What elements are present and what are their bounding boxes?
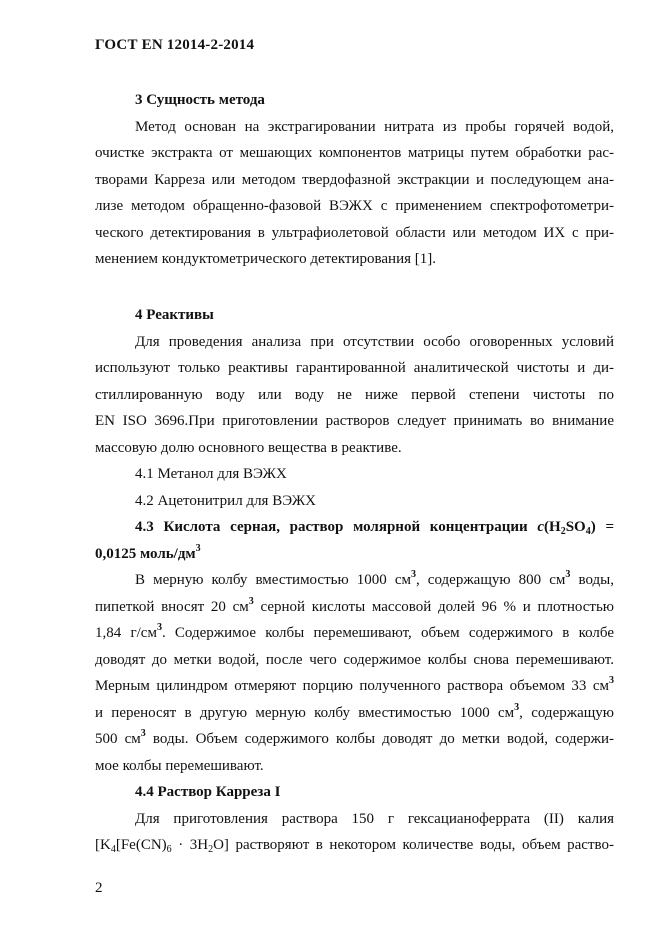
- item-4-3-line-8: мое колбы перемешивают.: [95, 757, 264, 774]
- sup-3: 3: [195, 542, 201, 554]
- item-4-3-line-4: доводят до метки водой, после чего содержимое колбы снова перемешивают.: [95, 651, 614, 668]
- formula-open: (H: [544, 519, 561, 535]
- item-4-3-heading-text: 4.3 Кислота серная, раствор молярной концентрации: [135, 519, 528, 535]
- text-run: O] растворяют в некотором количестве воды, объем раство-: [213, 837, 614, 853]
- section-4: [95, 302, 614, 859]
- item-4-3-line-6: [95, 700, 614, 727]
- sub-2: 2: [208, 844, 214, 855]
- text-run: воды,: [570, 572, 614, 588]
- section-3-line-4: лизе методом обращенно-фазовой ВЭЖХ с применением спектрофотометри-: [95, 198, 614, 214]
- text-run: В мерную колбу вместимостью 1000 см: [135, 572, 411, 588]
- text-run: серной кислоты массовой долей 96 % и плотностью: [253, 598, 615, 615]
- item-4-3-heading: [95, 514, 614, 541]
- item-4-3-heading-unit: 0,0125 моль/дм: [95, 545, 196, 562]
- section-3-line-2: очистке экстракта от мешающих компонентов матрицы путем обработки рас-: [95, 145, 614, 161]
- item-4-3-line-5: [95, 673, 614, 700]
- sup-3: 3: [156, 622, 162, 633]
- text-run: воды. Объем содержимого колбы доводят до метки водой, содержи-: [145, 731, 615, 747]
- text-run: Мерным цилиндром отмеряют порцию полученного раствора объемом 33 см: [95, 678, 609, 694]
- item-4-3-line-2: [95, 594, 614, 621]
- text-run: и переносят в другую мерную колбу вместимостью 1000 см: [95, 704, 515, 721]
- item-4-4-line-2: [95, 832, 614, 859]
- sup-3: 3: [140, 728, 146, 739]
- sup-3: 3: [565, 569, 571, 580]
- item-4-3-heading-line-2: [95, 541, 614, 568]
- text-run: 1,84 г/см: [95, 625, 157, 641]
- text-run: . Содержимое колбы перемешивают, объем содержимого в колбе: [161, 625, 614, 641]
- section-3-line-1: Метод основан на экстрагировании нитрата из пробы горячей водой,: [135, 118, 614, 135]
- item-4-4-line-1: Для приготовления раствора 150 г гексацианоферрата (II) калия: [135, 810, 614, 827]
- concentration-symbol: c: [537, 519, 545, 535]
- formula-close: ) =: [590, 519, 614, 535]
- formula-sub-2: 2: [560, 526, 566, 537]
- item-4-3-line-1: [95, 567, 614, 594]
- section-3-line-3: творами Карреза или методом твердофазной экстракции и последующем ана-: [95, 171, 614, 188]
- section-3-line-6: менением кондуктометрического детектирования [1].: [95, 251, 437, 267]
- sub-4: 4: [110, 844, 116, 855]
- item-4-4-heading: 4.4 Раствор Карреза I: [135, 784, 281, 800]
- section-3-line-5: ческого детектирования в ультрафиолетовой области или методом ИХ с при-: [95, 224, 614, 241]
- text-run: , содержащую 800 см: [415, 572, 566, 588]
- text-run: · 3H: [171, 837, 209, 853]
- section-4-line-2: используют только реактивы гарантированной аналитической чистоты и ди-: [95, 360, 614, 376]
- item-4-3-line-3: [95, 620, 614, 647]
- text-run: 500 см: [95, 731, 141, 747]
- formula-sub-4: 4: [585, 526, 591, 537]
- sup-3: 3: [514, 701, 520, 713]
- text-run: [K: [95, 837, 111, 853]
- section-3: [95, 87, 614, 273]
- item-4-2: 4.2 Ацетонитрил для ВЭЖХ: [135, 492, 317, 509]
- formula-so: SO: [565, 519, 586, 535]
- text-run: , содержащую: [519, 704, 614, 721]
- sub-6: 6: [166, 844, 172, 855]
- section-4-line-1: Для проведения анализа при отсутствии особо оговоренных условий: [135, 333, 614, 350]
- text-run: [Fe(CN): [115, 837, 167, 853]
- document-header: ГОСТ EN 12014-2-2014: [95, 37, 255, 53]
- sup-3: 3: [410, 569, 416, 580]
- section-4-line-3: стиллированную воду или воду не ниже первой степени чистоты по: [95, 386, 614, 403]
- section-4-line-4: EN ISO 3696.При приготовлении растворов следует принимать во внимание: [95, 413, 614, 429]
- section-4-heading: 4 Реактивы: [135, 307, 214, 323]
- page-number: 2: [95, 880, 103, 896]
- text-run: пипеткой вносят 20 см: [95, 598, 249, 615]
- item-4-3-line-7: [95, 726, 614, 753]
- sup-3: 3: [248, 595, 254, 607]
- section-3-heading: 3 Сущность метода: [135, 92, 265, 108]
- sup-3: 3: [609, 675, 614, 686]
- section-4-line-5: массовую долю основного вещества в реактиве.: [95, 439, 402, 456]
- item-4-1: 4.1 Метанол для ВЭЖХ: [135, 466, 287, 482]
